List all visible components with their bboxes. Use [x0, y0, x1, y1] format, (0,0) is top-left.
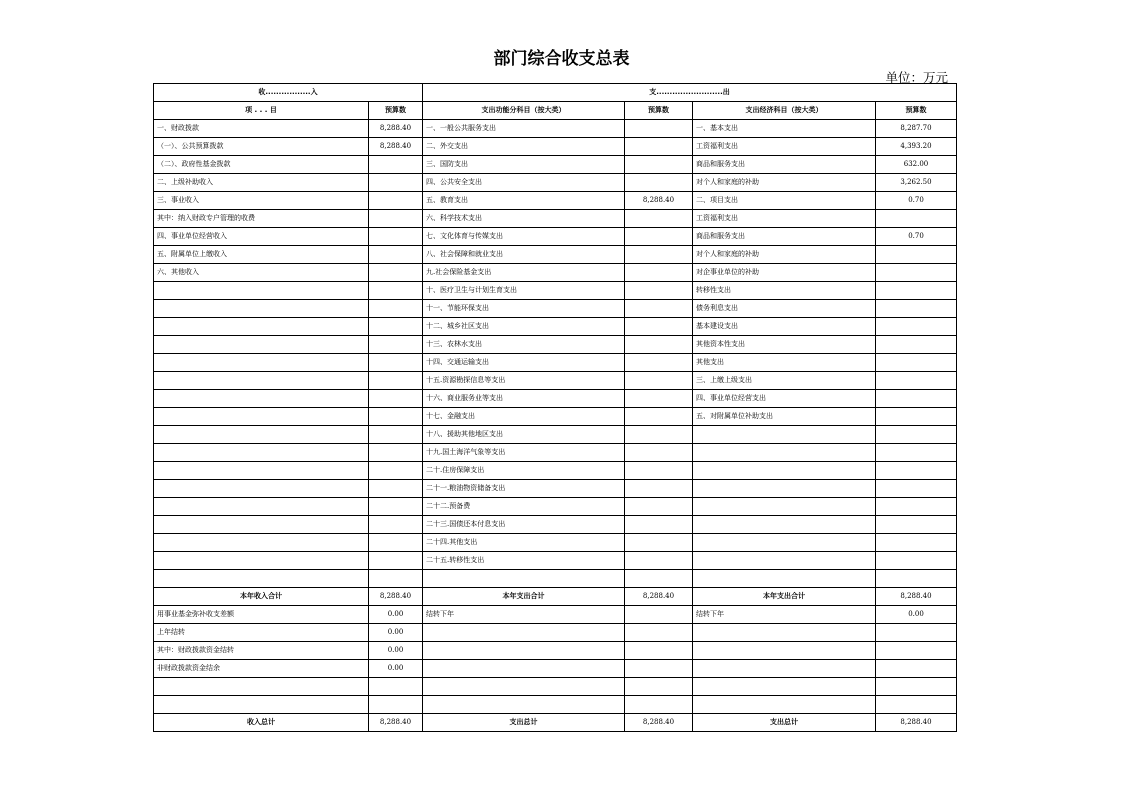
unit-label: 单位：万元	[885, 70, 948, 85]
econ-budget-cell: 8,288.40	[876, 588, 957, 606]
table-row	[154, 354, 957, 372]
econ-budget-cell	[876, 516, 957, 534]
func-budget-cell	[625, 624, 693, 642]
table-row	[154, 660, 957, 678]
income-item-cell: 本年收入合计	[154, 588, 369, 606]
econ-subject-cell	[693, 462, 876, 480]
header-row-1	[154, 84, 957, 102]
income-budget-cell: 0.00	[369, 642, 423, 660]
econ-subject-cell	[693, 624, 876, 642]
econ-budget-cell	[876, 552, 957, 570]
econ-subject-cell: 四、事业单位经营支出	[693, 390, 876, 408]
income-item-cell: 三、事业收入	[154, 192, 369, 210]
econ-budget-cell	[876, 300, 957, 318]
income-item-cell	[154, 570, 369, 588]
table-row	[154, 408, 957, 426]
income-budget-cell	[369, 210, 423, 228]
income-budget-cell: 8,288.40	[369, 138, 423, 156]
func-subject-cell: 结转下年	[423, 606, 625, 624]
table-row	[154, 462, 957, 480]
table-row	[154, 300, 957, 318]
func-subject-cell: 五、教育支出	[423, 192, 625, 210]
func-budget-cell	[625, 678, 693, 696]
econ-budget-cell: 4,393.20	[876, 138, 957, 156]
econ-subject-cell	[693, 552, 876, 570]
income-budget-cell	[369, 444, 423, 462]
table-row	[154, 282, 957, 300]
income-budget-cell	[369, 372, 423, 390]
income-item-cell	[154, 408, 369, 426]
econ-subject-cell	[693, 444, 876, 462]
table-row	[154, 390, 957, 408]
income-budget-cell	[369, 156, 423, 174]
income-item-cell	[154, 696, 369, 714]
func-budget-cell	[625, 390, 693, 408]
table-row	[154, 246, 957, 264]
econ-subject-cell: 商品和服务支出	[693, 228, 876, 246]
econ-subject-cell	[693, 642, 876, 660]
econ-budget-cell: 0.70	[876, 192, 957, 210]
income-item-cell: 二、上级补助收入	[154, 174, 369, 192]
summary-table	[153, 83, 957, 732]
econ-subject-cell: 本年支出合计	[693, 588, 876, 606]
income-budget-cell	[369, 264, 423, 282]
table-row	[154, 696, 957, 714]
income-budget-cell: 8,288.40	[369, 588, 423, 606]
func-budget-cell	[625, 354, 693, 372]
budget-header: 预算数	[625, 102, 693, 120]
income-item-cell	[154, 516, 369, 534]
func-subject-cell: 十六、商业服务业等支出	[423, 390, 625, 408]
income-item-cell: 收入总计	[154, 714, 369, 732]
func-subject-cell: 九.社会保险基金支出	[423, 264, 625, 282]
func-subject-cell: 本年支出合计	[423, 588, 625, 606]
income-item-cell	[154, 534, 369, 552]
income-budget-cell	[369, 300, 423, 318]
func-subject-cell: 一、一般公共服务支出	[423, 120, 625, 138]
func-budget-cell	[625, 534, 693, 552]
func-budget-cell	[625, 606, 693, 624]
income-item-cell: （二）、政府性基金拨款	[154, 156, 369, 174]
budget-header: 预算数	[876, 102, 957, 120]
func-budget-cell	[625, 318, 693, 336]
table-row	[154, 336, 957, 354]
income-item-cell: 上年结转	[154, 624, 369, 642]
income-header: 收.................入	[154, 84, 423, 102]
table-row	[154, 444, 957, 462]
income-item-cell: （一）、公共预算拨款	[154, 138, 369, 156]
econ-subject-cell	[693, 534, 876, 552]
func-subject-cell: 十二、城乡社区支出	[423, 318, 625, 336]
func-budget-cell	[625, 480, 693, 498]
income-budget-cell	[369, 498, 423, 516]
func-budget-cell	[625, 696, 693, 714]
func-subject-cell: 六、科学技术支出	[423, 210, 625, 228]
econ-budget-cell	[876, 246, 957, 264]
func-subject-cell: 四、公共安全支出	[423, 174, 625, 192]
econ-subject-cell: 基本建设支出	[693, 318, 876, 336]
table-row	[154, 516, 957, 534]
income-budget-cell	[369, 174, 423, 192]
table-row	[154, 534, 957, 552]
income-item-cell: 五、附属单位上缴收入	[154, 246, 369, 264]
income-budget-cell: 0.00	[369, 660, 423, 678]
econ-budget-cell	[876, 390, 957, 408]
func-budget-cell	[625, 516, 693, 534]
econ-budget-cell	[876, 480, 957, 498]
econ-subject-cell: 结转下年	[693, 606, 876, 624]
func-subject-cell: 十四、交通运输支出	[423, 354, 625, 372]
table-row	[154, 120, 957, 138]
income-item-cell: 六、其他收入	[154, 264, 369, 282]
func-subject-cell: 十八、援助其他地区支出	[423, 426, 625, 444]
income-budget-cell	[369, 318, 423, 336]
econ-budget-cell	[876, 318, 957, 336]
econ-budget-cell	[876, 462, 957, 480]
econ-budget-cell	[876, 660, 957, 678]
func-budget-cell	[625, 498, 693, 516]
func-subject-cell	[423, 642, 625, 660]
income-budget-cell	[369, 534, 423, 552]
func-subject-cell	[423, 660, 625, 678]
income-budget-cell	[369, 408, 423, 426]
func-budget-cell	[625, 660, 693, 678]
budget-header: 预算数	[369, 102, 423, 120]
func-subject-cell: 二十五.转移性支出	[423, 552, 625, 570]
table-row	[154, 606, 957, 624]
income-item-cell	[154, 300, 369, 318]
func-budget-cell	[625, 408, 693, 426]
income-budget-cell: 0.00	[369, 606, 423, 624]
func-subject-cell: 二十.住房保障支出	[423, 462, 625, 480]
func-budget-cell: 8,288.40	[625, 588, 693, 606]
func-subject-cell: 十九.国土海洋气象等支出	[423, 444, 625, 462]
econ-subject-cell	[693, 498, 876, 516]
econ-budget-cell	[876, 642, 957, 660]
econ-budget-cell: 8,288.40	[876, 714, 957, 732]
econ-subject-cell	[693, 426, 876, 444]
income-item-cell	[154, 354, 369, 372]
econ-subject-cell	[693, 570, 876, 588]
income-budget-cell	[369, 516, 423, 534]
econ-subject-cell	[693, 678, 876, 696]
econ-budget-cell: 3,262.50	[876, 174, 957, 192]
func-budget-cell	[625, 444, 693, 462]
econ-subject-cell: 商品和服务支出	[693, 156, 876, 174]
func-subject-cell: 十、医疗卫生与计划生育支出	[423, 282, 625, 300]
income-budget-cell	[369, 192, 423, 210]
income-item-cell	[154, 426, 369, 444]
income-budget-cell	[369, 678, 423, 696]
func-budget-cell	[625, 282, 693, 300]
func-budget-cell: 8,288.40	[625, 192, 693, 210]
econ-subject-cell	[693, 480, 876, 498]
income-item-cell	[154, 444, 369, 462]
econ-budget-cell	[876, 696, 957, 714]
econ-budget-cell	[876, 678, 957, 696]
econ-subject-cell: 支出总计	[693, 714, 876, 732]
income-budget-cell: 0.00	[369, 624, 423, 642]
func-subject-cell	[423, 624, 625, 642]
econ-budget-cell	[876, 426, 957, 444]
func-subject-cell: 十五.资源勘探信息等支出	[423, 372, 625, 390]
income-item-cell: 其中：纳入财政专户管理的收费	[154, 210, 369, 228]
income-budget-cell	[369, 552, 423, 570]
table-row	[154, 552, 957, 570]
func-subject-cell: 二十四.其他支出	[423, 534, 625, 552]
econ-subject-cell: 其他支出	[693, 354, 876, 372]
econ-subject-cell: 其他资本性支出	[693, 336, 876, 354]
econ-budget-cell: 0.00	[876, 606, 957, 624]
econ-budget-cell	[876, 570, 957, 588]
econ-budget-cell	[876, 444, 957, 462]
func-budget-cell	[625, 228, 693, 246]
func-budget-cell	[625, 462, 693, 480]
func-subject-cell	[423, 678, 625, 696]
econ-budget-cell	[876, 498, 957, 516]
func-subject-cell: 二十三.国债还本付息支出	[423, 516, 625, 534]
func-budget-cell	[625, 372, 693, 390]
func-budget-cell	[625, 642, 693, 660]
func-budget-cell	[625, 552, 693, 570]
econ-subject-cell: 对个人和家庭的补助	[693, 246, 876, 264]
func-subject-cell: 二、外交支出	[423, 138, 625, 156]
func-budget-cell	[625, 174, 693, 192]
econ-budget-cell	[876, 282, 957, 300]
income-budget-cell: 8,288.40	[369, 120, 423, 138]
func-subject-cell	[423, 696, 625, 714]
income-item-cell: 用事业基金弥补收支差额	[154, 606, 369, 624]
econ-subject-header: 支出经济科目（按大类）	[693, 102, 876, 120]
econ-budget-cell	[876, 534, 957, 552]
income-budget-cell	[369, 228, 423, 246]
econ-budget-cell	[876, 336, 957, 354]
func-budget-cell	[625, 246, 693, 264]
income-item-cell: 非财政拨款资金结余	[154, 660, 369, 678]
table-row	[154, 624, 957, 642]
table-row	[154, 174, 957, 192]
income-item-cell: 四、事业单位经营收入	[154, 228, 369, 246]
func-budget-cell: 8,288.40	[625, 714, 693, 732]
table-row	[154, 570, 957, 588]
func-budget-cell	[625, 336, 693, 354]
func-subject-cell: 八、社会保障和就业支出	[423, 246, 625, 264]
income-budget-cell	[369, 282, 423, 300]
income-budget-cell	[369, 696, 423, 714]
func-subject-cell	[423, 570, 625, 588]
func-budget-cell	[625, 210, 693, 228]
func-subject-cell: 七、文化体育与传媒支出	[423, 228, 625, 246]
table-row	[154, 192, 957, 210]
income-budget-cell	[369, 462, 423, 480]
table-row	[154, 642, 957, 660]
income-budget-cell	[369, 570, 423, 588]
header-row-2	[154, 102, 957, 120]
econ-budget-cell	[876, 210, 957, 228]
table-row	[154, 228, 957, 246]
income-budget-cell: 8,288.40	[369, 714, 423, 732]
func-budget-cell	[625, 120, 693, 138]
income-item-cell	[154, 390, 369, 408]
income-budget-cell	[369, 390, 423, 408]
year-total-row	[154, 588, 957, 606]
econ-subject-cell: 转移性支出	[693, 282, 876, 300]
econ-subject-cell: 三、上缴上级支出	[693, 372, 876, 390]
func-subject-header: 支出功能分科目（按大类）	[423, 102, 625, 120]
income-item-cell	[154, 318, 369, 336]
econ-subject-cell: 一、基本支出	[693, 120, 876, 138]
func-subject-cell: 十一、节能环保支出	[423, 300, 625, 318]
func-subject-cell: 二十二.预备费	[423, 498, 625, 516]
table-row	[154, 480, 957, 498]
table-row	[154, 138, 957, 156]
func-subject-cell: 十七、金融支出	[423, 408, 625, 426]
table-row	[154, 678, 957, 696]
table-row	[154, 156, 957, 174]
econ-budget-cell: 632.00	[876, 156, 957, 174]
econ-budget-cell	[876, 264, 957, 282]
income-item-cell	[154, 462, 369, 480]
econ-subject-cell: 工资福利支出	[693, 138, 876, 156]
income-budget-cell	[369, 480, 423, 498]
income-budget-cell	[369, 426, 423, 444]
table-row	[154, 498, 957, 516]
grand-total-row	[154, 714, 957, 732]
table-row	[154, 210, 957, 228]
item-header: 项 . . . 目	[154, 102, 369, 120]
econ-budget-cell	[876, 624, 957, 642]
func-budget-cell	[625, 300, 693, 318]
table-row	[154, 264, 957, 282]
econ-budget-cell: 0.70	[876, 228, 957, 246]
income-item-cell	[154, 498, 369, 516]
income-budget-cell	[369, 354, 423, 372]
econ-budget-cell: 8,287.70	[876, 120, 957, 138]
income-budget-cell	[369, 336, 423, 354]
econ-subject-cell	[693, 696, 876, 714]
func-budget-cell	[625, 570, 693, 588]
func-budget-cell	[625, 156, 693, 174]
func-budget-cell	[625, 426, 693, 444]
econ-subject-cell: 对企事业单位的补助	[693, 264, 876, 282]
func-budget-cell	[625, 264, 693, 282]
income-item-cell	[154, 552, 369, 570]
func-subject-cell: 支出总计	[423, 714, 625, 732]
econ-budget-cell	[876, 354, 957, 372]
econ-subject-cell: 五、对附属单位补助支出	[693, 408, 876, 426]
income-item-cell: 一、财政拨款	[154, 120, 369, 138]
econ-subject-cell: 对个人和家庭的补助	[693, 174, 876, 192]
income-item-cell	[154, 480, 369, 498]
econ-subject-cell: 工资福利支出	[693, 210, 876, 228]
func-subject-cell: 二十一.粮油物资储备支出	[423, 480, 625, 498]
page-title: 部门综合收支总表	[493, 49, 630, 69]
table-row	[154, 372, 957, 390]
econ-budget-cell	[876, 372, 957, 390]
income-item-cell	[154, 336, 369, 354]
func-budget-cell	[625, 138, 693, 156]
table-row	[154, 318, 957, 336]
income-item-cell	[154, 678, 369, 696]
income-budget-cell	[369, 246, 423, 264]
econ-subject-cell: 债务利息支出	[693, 300, 876, 318]
expense-header: 支.........................出	[423, 84, 957, 102]
econ-subject-cell	[693, 516, 876, 534]
econ-subject-cell	[693, 660, 876, 678]
econ-subject-cell: 二、项目支出	[693, 192, 876, 210]
income-item-cell	[154, 372, 369, 390]
func-subject-cell: 三、国防支出	[423, 156, 625, 174]
func-subject-cell: 十三、农林水支出	[423, 336, 625, 354]
table-row	[154, 426, 957, 444]
income-item-cell: 其中：财政拨款资金结转	[154, 642, 369, 660]
econ-budget-cell	[876, 408, 957, 426]
income-item-cell	[154, 282, 369, 300]
